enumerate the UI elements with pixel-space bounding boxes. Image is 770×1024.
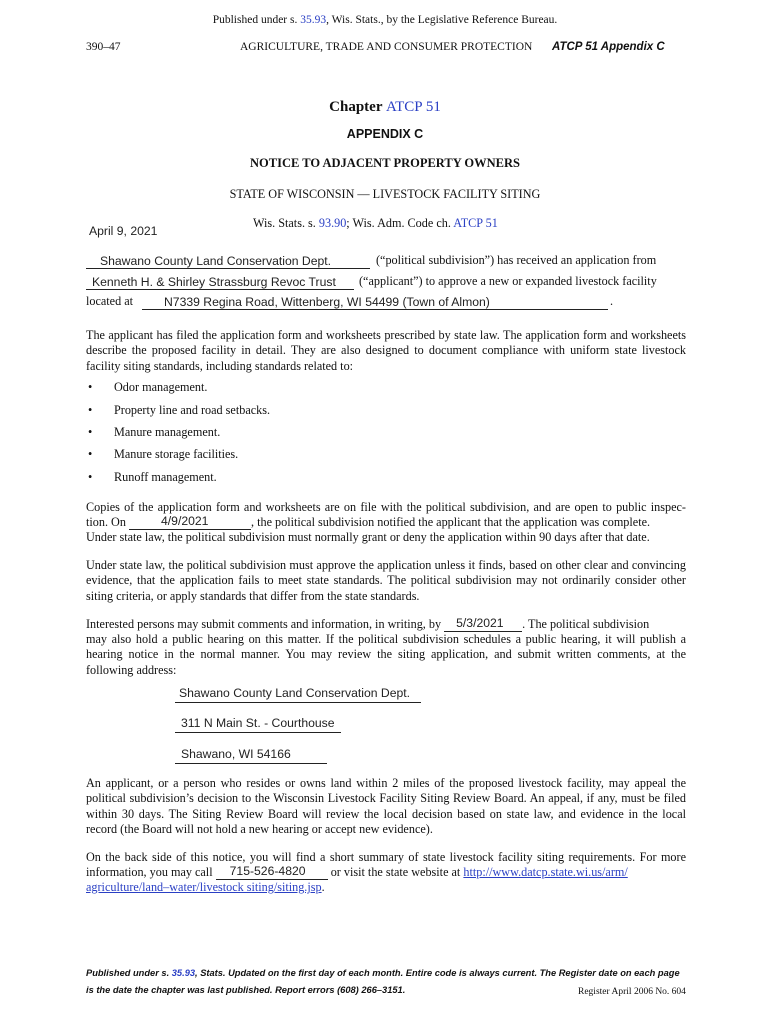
date-field[interactable]: April 9, 2021	[89, 224, 158, 238]
paragraph-comments-rest: may also hold a public hearing on this matter. If the political subdivision schedules a public hearing, it will publish a hearing notice in the normal manner. You may review the siting application, and submit written comments, at the following address:	[86, 632, 686, 677]
located-label: located at	[86, 294, 134, 308]
chapter-prefix: Chapter	[329, 99, 386, 115]
comments-suffix: . The political subdivision	[522, 617, 650, 631]
footer-line1	[86, 968, 680, 978]
citation-line	[253, 216, 498, 231]
location-value: N7339 Regina Road, Wittenberg, WI 54499 (Town of Almon)	[164, 295, 490, 309]
list-item-label: Odor management.	[114, 380, 208, 394]
list-item	[88, 380, 488, 396]
bullet-icon: •	[88, 470, 93, 484]
bullet-icon: •	[88, 380, 93, 394]
paragraph-approval: Under state law, the political subdivision must approve the application unless it finds, based on other clear and convincing evidence, that the application fails to meet state standards. The political subdivision may not ordinarily consider other siting criteria, or apply standards that differ from the state standards.	[86, 558, 686, 603]
list-item	[88, 470, 488, 486]
phone-field[interactable]	[216, 865, 328, 880]
footer-line2: is the date the chapter was last published. Report errors (608) 266–3151.	[86, 985, 406, 995]
location-end: .	[610, 294, 614, 308]
political-subdivision-field[interactable]	[86, 253, 370, 269]
applicant-value: Kenneth H. & Shirley Strassburg Revoc Trust	[92, 275, 336, 289]
bullet-icon: •	[88, 447, 93, 461]
comment-deadline-value: 5/3/2021	[456, 616, 504, 630]
copies-prefix: tion. On	[86, 515, 126, 529]
address-line2-field[interactable]	[175, 716, 341, 733]
appendix-title: APPENDIX C	[346, 127, 424, 141]
agency-header: AGRICULTURE, TRADE AND CONSUMER PROTECTION	[240, 41, 533, 53]
chapter-title	[0, 99, 770, 116]
comment-deadline-field[interactable]	[444, 617, 522, 632]
political-subdivision-value: Shawano County Land Conservation Dept.	[100, 254, 332, 268]
list-item-label: Manure storage facilities.	[114, 447, 239, 461]
citation-prefix: Wis. Stats. s.	[253, 216, 319, 230]
notice-title: NOTICE TO ADJACENT PROPERTY OWNERS	[250, 156, 520, 170]
political-subdivision-suffix: (“political subdivision”) has received an application from	[376, 253, 657, 267]
location-field[interactable]	[142, 294, 608, 310]
address-line1-field[interactable]	[175, 686, 421, 703]
list-item	[88, 425, 488, 441]
banner-prefix: Published under s.	[212, 14, 301, 26]
chapter-link[interactable]: ATCP 51	[385, 99, 441, 115]
paragraph-intro: The applicant has filed the application form and worksheets prescribed by state law. The application form and worksheets describe the proposed facility in detail. They are also designed to document compliance with uniform state livestock facility siting standards, including standards related to:	[86, 328, 686, 373]
comments-prefix: Interested persons may submit comments and information, in writing, by	[86, 617, 442, 631]
paragraph-back-side-line1: On the back side of this notice, you will find a short summary of state livestock facility siting requirements. For more	[86, 850, 686, 864]
paragraph-copies-line1: Copies of the application form and worksheets are on file with the political subdivision, and are open to public inspec-	[86, 500, 686, 514]
list-item-label: Property line and road setbacks.	[114, 403, 271, 417]
address-line1-value: Shawano County Land Conservation Dept.	[179, 686, 411, 700]
back-side-prefix: information, you may call	[86, 865, 213, 879]
page-number: 390–47	[86, 41, 121, 53]
paragraph-copies-line2	[86, 515, 686, 530]
section-header: ATCP 51 Appendix C	[552, 41, 665, 53]
state-line: STATE OF WISCONSIN –– LIVESTOCK FACILITY SITING	[229, 187, 541, 201]
address-line3-value: Shawano, WI 54166	[181, 747, 291, 761]
paragraph-back-side-line3	[86, 880, 325, 895]
bullet-icon: •	[88, 403, 93, 417]
copies-suffix: , the political subdivision notified the applicant that the application was complete.	[251, 515, 651, 529]
applicant-suffix: (“applicant”) to approve a new or expanded livestock facility	[359, 274, 657, 288]
list-item	[88, 403, 488, 419]
footer-prefix: Published under s.	[86, 968, 172, 978]
banner-statute-link[interactable]: 35.93	[300, 14, 327, 26]
applicant-field[interactable]	[86, 274, 354, 290]
phone-value: 715-526-4820	[229, 864, 306, 878]
back-side-mid: or visit the state website at	[330, 865, 461, 879]
list-item-label: Runoff management.	[114, 470, 217, 484]
citation-code-link[interactable]: ATCP 51	[453, 216, 498, 230]
notified-date-field[interactable]	[129, 515, 251, 530]
paragraph-appeal: An applicant, or a person who resides or owns land within 2 miles of the proposed livestock facility, may appeal the political subdivision’s decision to the Wisconsin Livestock Facility Siting Review Board. An appeal, if any, must be filed within 30 days. The Siting Review Board will review the local decision based on state law, and evidence in the local record (the Board will not hold a new hearing or accept new evidence).	[86, 776, 686, 836]
paragraph-back-side-line2	[86, 865, 690, 880]
bullet-icon: •	[88, 425, 93, 439]
address-line3-field[interactable]	[175, 747, 327, 764]
citation-stat-link[interactable]: 93.90	[318, 216, 347, 230]
address-line2-value: 311 N Main St. - Courthouse	[181, 716, 335, 730]
state-website-link-cont[interactable]: agriculture/land–water/livestock siting/siting.jsp	[86, 880, 322, 894]
banner-suffix: , Wis. Stats., by the Legislative Reference Bureau.	[326, 14, 558, 26]
footer-suffix: , Stats. Updated on the first day of each month. Entire code is always current. The Register date on each page	[195, 968, 680, 978]
register-date: Register April 2006 No. 604	[578, 987, 686, 997]
back-side-end: .	[321, 880, 325, 894]
footer-statute-link[interactable]: 35.93	[171, 968, 196, 978]
paragraph-comments-line1	[86, 617, 686, 632]
paragraph-copies-line3: Under state law, the political subdivision must normally grant or deny the application within 90 days after that date.	[86, 530, 650, 544]
state-website-link[interactable]: http://www.datcp.state.wi.us/arm/	[463, 865, 628, 879]
citation-mid: ; Wis. Adm. Code ch.	[346, 216, 454, 230]
top-banner	[0, 14, 770, 26]
notified-date-value: 4/9/2021	[161, 514, 209, 528]
list-item-label: Manure management.	[114, 425, 221, 439]
list-item	[88, 447, 488, 463]
